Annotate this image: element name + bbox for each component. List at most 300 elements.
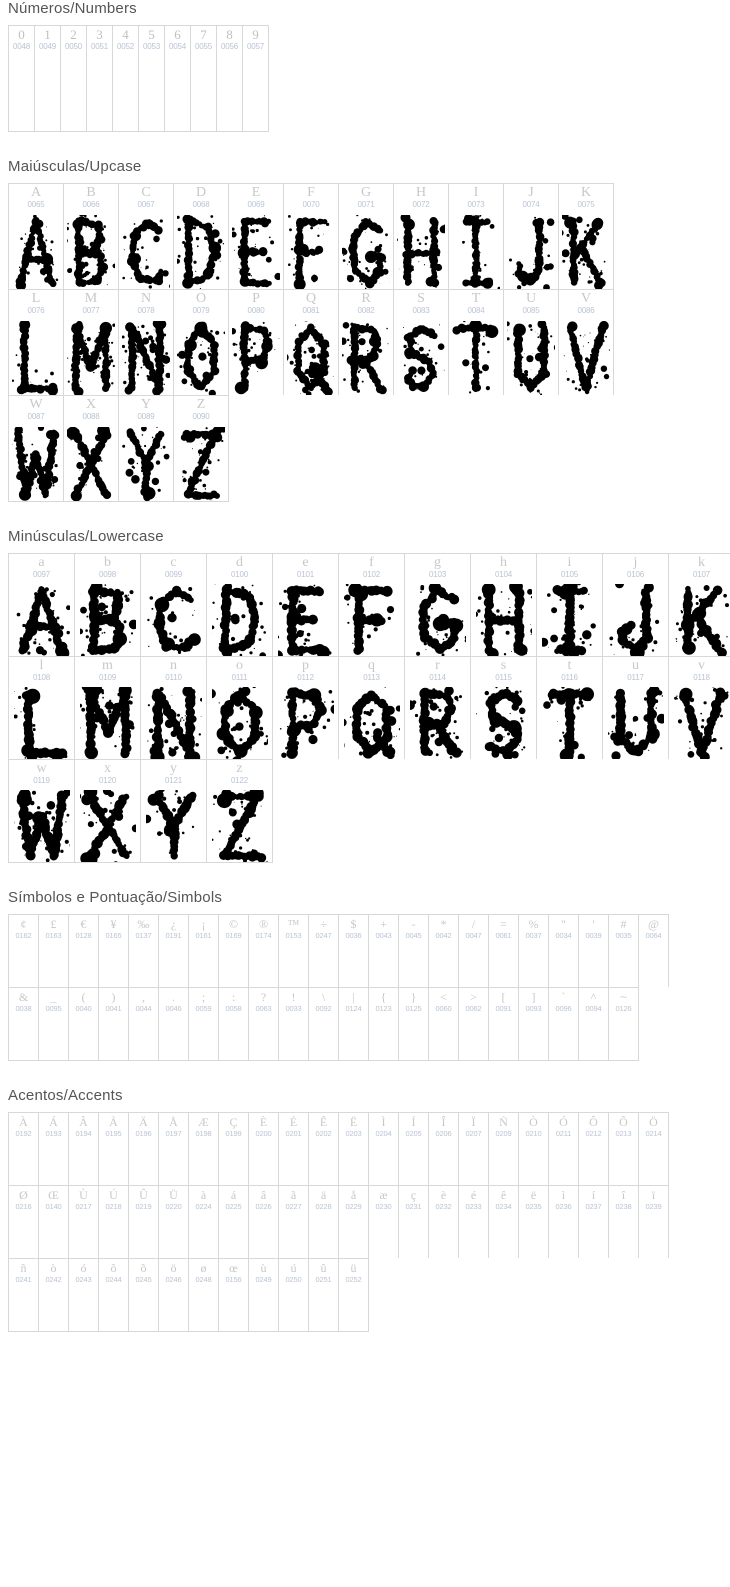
glyph-cell[interactable] [69, 1113, 99, 1185]
glyph-char: Û [139, 1188, 148, 1202]
glyph-header [249, 1259, 278, 1286]
glyph-char: - [411, 917, 416, 931]
glyph-char: Ú [109, 1188, 118, 1202]
glyph-cell[interactable] [129, 988, 159, 1060]
glyph-code: 0035 [615, 931, 632, 940]
glyph-header [449, 184, 503, 211]
glyph-cell[interactable] [9, 1186, 39, 1258]
glyph-cell[interactable] [489, 1186, 519, 1258]
glyph-artwork [519, 942, 548, 987]
glyph-cell[interactable] [119, 396, 174, 501]
glyph-cell[interactable] [309, 915, 339, 987]
glyph-char: $ [350, 917, 357, 931]
glyph-code: 0107 [693, 570, 710, 579]
glyph-artwork [165, 53, 190, 131]
glyph-cell[interactable] [489, 915, 519, 987]
glyph-cell[interactable] [99, 1113, 129, 1185]
glyph-cell[interactable] [489, 1113, 519, 1185]
glyph-code: 0224 [195, 1202, 212, 1211]
glyph-cell[interactable] [471, 657, 537, 759]
glyph-artwork [99, 1213, 128, 1258]
glyph-cell[interactable] [639, 1186, 669, 1258]
glyph-code: 0229 [345, 1202, 362, 1211]
glyph-header [639, 915, 668, 942]
glyph-row [8, 395, 229, 502]
glyph-header [159, 1113, 188, 1140]
glyph-artwork [549, 1140, 578, 1185]
glyph-cell[interactable] [9, 657, 75, 759]
glyph-cell[interactable] [579, 1186, 609, 1258]
glyph-cell[interactable] [579, 988, 609, 1060]
glyph-cell[interactable] [603, 554, 669, 656]
glyph-char: ~ [620, 990, 627, 1004]
glyph-code: 0098 [99, 570, 116, 579]
glyph-artwork [129, 942, 158, 987]
glyph-cell[interactable] [69, 988, 99, 1060]
glyph-cell[interactable] [159, 915, 189, 987]
glyph-artwork [405, 684, 470, 759]
glyph-code: 0048 [13, 42, 30, 51]
glyph-cell[interactable] [99, 988, 129, 1060]
glyph-cell[interactable] [579, 1113, 609, 1185]
glyph-cell[interactable] [9, 915, 39, 987]
glyph-cell[interactable] [429, 915, 459, 987]
glyph-artwork [609, 1140, 638, 1185]
glyph-char: ã [290, 1188, 297, 1202]
glyph-cell[interactable] [189, 988, 219, 1060]
glyph-cell[interactable] [129, 1186, 159, 1258]
glyph-artwork [459, 1140, 488, 1185]
glyph-code: 0087 [27, 412, 45, 421]
glyph-cell[interactable] [339, 184, 394, 289]
glyph-cell[interactable] [189, 1186, 219, 1258]
glyph-header [219, 1186, 248, 1213]
glyph-header [141, 760, 206, 787]
glyph-header [9, 760, 74, 787]
glyph-cell[interactable] [549, 915, 579, 987]
glyph-char: W [29, 397, 43, 412]
glyph-cell[interactable] [159, 1259, 189, 1331]
glyph-code: 0122 [231, 776, 248, 785]
glyph-code: 0068 [192, 200, 210, 209]
section-upper [0, 158, 730, 502]
glyph-code: 0043 [375, 931, 392, 940]
glyph-header [339, 1259, 368, 1286]
glyph-cell[interactable] [129, 1113, 159, 1185]
glyph-artwork [119, 211, 173, 289]
glyph-artwork [639, 1213, 668, 1258]
glyph-cell[interactable] [219, 1186, 249, 1258]
glyph-code: 0101 [297, 570, 314, 579]
glyph-artwork [219, 1286, 248, 1331]
glyph-artwork [579, 1140, 608, 1185]
glyph-code: 0174 [255, 931, 272, 940]
glyph-cell[interactable] [75, 554, 141, 656]
glyph-cell[interactable] [639, 1113, 669, 1185]
glyph-char: } [410, 990, 417, 1004]
glyph-cell[interactable] [449, 184, 504, 289]
glyph-code: 0235 [525, 1202, 542, 1211]
glyph-artwork [9, 423, 63, 501]
glyph-cell[interactable] [339, 554, 405, 656]
glyph-cell[interactable] [669, 657, 730, 759]
glyph-cell[interactable] [129, 1259, 159, 1331]
glyph-cell[interactable] [39, 1259, 69, 1331]
glyph-cell[interactable] [519, 1186, 549, 1258]
glyph-artwork [339, 942, 368, 987]
glyph-char: r [435, 658, 440, 673]
glyph-header [284, 184, 338, 211]
glyph-code: 0226 [255, 1202, 272, 1211]
glyph-char: Æ [198, 1115, 209, 1129]
glyph-cell[interactable] [219, 1259, 249, 1331]
glyph-cell[interactable] [9, 1259, 39, 1331]
glyph-char: 5 [148, 27, 155, 42]
glyph-code: 0128 [75, 931, 92, 940]
glyph-cell[interactable] [279, 1113, 309, 1185]
glyph-cell[interactable] [189, 1259, 219, 1331]
glyph-cell[interactable] [459, 915, 489, 987]
glyph-code: 0249 [255, 1275, 272, 1284]
glyph-cell[interactable] [39, 988, 69, 1060]
glyph-cell[interactable] [609, 1186, 639, 1258]
glyph-artwork [9, 787, 74, 862]
glyph-artwork [559, 317, 613, 395]
glyph-cell[interactable] [279, 1259, 309, 1331]
glyph-code: 0252 [345, 1275, 362, 1284]
glyph-cell[interactable] [549, 1113, 579, 1185]
glyph-cell[interactable] [9, 396, 64, 501]
glyph-cell[interactable] [309, 1186, 339, 1258]
glyph-cell[interactable] [489, 988, 519, 1060]
glyph-cell[interactable] [159, 1113, 189, 1185]
glyph-cell[interactable] [399, 1186, 429, 1258]
glyph-code: 0251 [315, 1275, 332, 1284]
glyph-cell[interactable] [504, 184, 559, 289]
glyph-char: " [561, 917, 566, 931]
glyph-header [549, 1113, 578, 1140]
glyph-cell[interactable] [9, 184, 64, 289]
glyph-char: 6 [174, 27, 181, 42]
glyph-cell[interactable] [64, 290, 119, 395]
glyph-code: 0241 [15, 1275, 32, 1284]
glyph-cell[interactable] [519, 915, 549, 987]
glyph-cell[interactable] [249, 988, 279, 1060]
glyph-header [369, 1113, 398, 1140]
glyph-code: 0038 [15, 1004, 32, 1013]
glyph-cell[interactable] [119, 290, 174, 395]
glyph-code: 0109 [99, 673, 116, 682]
glyph-code: 0201 [285, 1129, 302, 1138]
glyph-cell[interactable] [405, 657, 471, 759]
glyph-cell[interactable] [129, 915, 159, 987]
glyph-char: ¡ [201, 917, 206, 931]
glyph-cell[interactable] [219, 915, 249, 987]
glyph-cell[interactable] [113, 26, 139, 131]
glyph-cell[interactable] [207, 760, 273, 862]
glyph-cell[interactable] [249, 1113, 279, 1185]
glyph-artwork [159, 1213, 188, 1258]
glyph-cell[interactable] [459, 1113, 489, 1185]
glyph-cell[interactable] [217, 26, 243, 131]
glyph-cell[interactable] [559, 290, 614, 395]
glyph-cell[interactable] [191, 26, 217, 131]
glyph-cell[interactable] [339, 915, 369, 987]
glyph-char: æ [379, 1188, 388, 1202]
glyph-cell[interactable] [141, 554, 207, 656]
glyph-char: A [30, 185, 42, 200]
glyph-cell[interactable] [174, 396, 229, 501]
glyph-cell[interactable] [459, 988, 489, 1060]
glyph-header [399, 915, 428, 942]
glyph-header [113, 26, 138, 53]
glyph-cell[interactable] [69, 1186, 99, 1258]
glyph-cell[interactable] [273, 554, 339, 656]
glyph-artwork [9, 317, 63, 395]
glyph-cell[interactable] [9, 988, 39, 1060]
glyph-char: N [140, 291, 152, 306]
glyph-char: ü [350, 1261, 357, 1275]
glyph-char: à [200, 1188, 207, 1202]
glyph-char: L [31, 291, 41, 306]
glyph-cell[interactable] [75, 657, 141, 759]
glyph-artwork [249, 1213, 278, 1258]
glyph-cell[interactable] [273, 657, 339, 759]
glyph-code: 0236 [555, 1202, 572, 1211]
glyph-cell[interactable] [279, 988, 309, 1060]
glyph-artwork [339, 684, 404, 759]
glyph-cell[interactable] [64, 396, 119, 501]
glyph-cell[interactable] [519, 1113, 549, 1185]
glyph-cell[interactable] [369, 1186, 399, 1258]
glyph-cell[interactable] [309, 1113, 339, 1185]
glyph-char: Ö [649, 1115, 658, 1129]
glyph-artwork [69, 1286, 98, 1331]
glyph-cell[interactable] [99, 915, 129, 987]
glyph-char: ë [530, 1188, 537, 1202]
glyph-cell[interactable] [9, 760, 75, 862]
glyph-header [369, 988, 398, 1015]
glyph-cell[interactable] [339, 1259, 369, 1331]
glyph-cell[interactable] [174, 184, 229, 289]
glyph-cell[interactable] [9, 554, 75, 656]
glyph-cell[interactable] [39, 1186, 69, 1258]
glyph-cell[interactable] [69, 915, 99, 987]
glyph-cell[interactable] [219, 988, 249, 1060]
glyph-cell[interactable] [189, 1113, 219, 1185]
glyph-artwork [189, 1286, 218, 1331]
glyph-cell[interactable] [249, 1186, 279, 1258]
glyph-cell[interactable] [519, 988, 549, 1060]
glyph-artwork [99, 942, 128, 987]
glyph-cell[interactable] [339, 657, 405, 759]
glyph-code: 0052 [117, 42, 134, 51]
glyph-cell[interactable] [141, 657, 207, 759]
glyph-cell[interactable] [429, 1186, 459, 1258]
glyph-char: j [633, 555, 638, 570]
glyph-cell[interactable] [99, 1186, 129, 1258]
glyph-cell[interactable] [87, 26, 113, 131]
glyph-code: 0064 [645, 931, 662, 940]
glyph-artwork [309, 1286, 338, 1331]
glyph-cell[interactable] [249, 915, 279, 987]
glyph-cell[interactable] [369, 1113, 399, 1185]
glyph-char: ì [561, 1188, 566, 1202]
glyph-code: 0103 [429, 570, 446, 579]
glyph-cell[interactable] [284, 290, 339, 395]
glyph-row [8, 553, 730, 656]
glyph-header [369, 915, 398, 942]
glyph-char: h [500, 555, 507, 570]
glyph-cell[interactable] [39, 1113, 69, 1185]
glyph-cell[interactable] [405, 554, 471, 656]
glyph-code: 0095 [45, 1004, 62, 1013]
glyph-cell[interactable] [39, 915, 69, 987]
glyph-code: 0092 [315, 1004, 332, 1013]
glyph-cell[interactable] [609, 1113, 639, 1185]
glyph-cell[interactable] [139, 26, 165, 131]
glyph-cell[interactable] [471, 554, 537, 656]
glyph-cell[interactable] [609, 915, 639, 987]
glyph-header [309, 988, 338, 1015]
glyph-code: 0121 [165, 776, 182, 785]
glyph-char: Â [79, 1115, 88, 1129]
glyph-code: 0097 [33, 570, 50, 579]
glyph-cell[interactable] [459, 1186, 489, 1258]
glyph-cell[interactable] [141, 760, 207, 862]
glyph-artwork [579, 1015, 608, 1060]
glyph-cell[interactable] [219, 1113, 249, 1185]
glyph-cell[interactable] [75, 760, 141, 862]
glyph-cell[interactable] [394, 184, 449, 289]
glyph-cell[interactable] [64, 184, 119, 289]
glyph-header [191, 26, 216, 53]
glyph-cell[interactable] [579, 915, 609, 987]
glyph-cell[interactable] [504, 290, 559, 395]
glyph-char: Ó [559, 1115, 568, 1129]
glyph-code: 0100 [231, 570, 248, 579]
glyph-header [579, 1186, 608, 1213]
glyph-artwork [429, 1213, 458, 1258]
glyph-cell[interactable] [165, 26, 191, 131]
glyph-cell[interactable] [603, 657, 669, 759]
glyph-artwork [64, 211, 118, 289]
glyph-char: 4 [122, 27, 129, 42]
glyph-cell[interactable] [243, 26, 269, 131]
glyph-cell[interactable] [159, 988, 189, 1060]
glyph-code: 0040 [75, 1004, 92, 1013]
glyph-cell[interactable] [339, 290, 394, 395]
glyph-char: \ [321, 990, 326, 1004]
glyph-artwork [489, 1015, 518, 1060]
glyph-cell[interactable] [99, 1259, 129, 1331]
glyph-cell[interactable] [279, 1186, 309, 1258]
glyph-artwork [219, 1140, 248, 1185]
glyph-artwork [39, 1015, 68, 1060]
glyph-cell[interactable] [174, 290, 229, 395]
glyph-cell[interactable] [309, 1259, 339, 1331]
glyph-artwork [339, 1140, 368, 1185]
glyph-char: c [170, 555, 177, 570]
glyph-char: Ò [529, 1115, 538, 1129]
glyph-header [129, 1186, 158, 1213]
glyph-cell[interactable] [309, 988, 339, 1060]
glyph-cell[interactable] [229, 290, 284, 395]
glyph-cell[interactable] [537, 657, 603, 759]
glyph-cell[interactable] [9, 1113, 39, 1185]
glyph-cell[interactable] [549, 988, 579, 1060]
glyph-char: Z [196, 397, 206, 412]
glyph-cell[interactable] [669, 554, 730, 656]
glyph-cell[interactable] [189, 915, 219, 987]
glyph-cell[interactable] [279, 915, 309, 987]
glyph-cell[interactable] [609, 988, 639, 1060]
glyph-cell[interactable] [429, 1113, 459, 1185]
glyph-cell[interactable] [639, 915, 669, 987]
glyph-cell[interactable] [559, 184, 614, 289]
glyph-char: x [104, 761, 111, 776]
glyph-cell[interactable] [549, 1186, 579, 1258]
glyph-cell[interactable] [339, 1186, 369, 1258]
glyph-code: 0169 [225, 931, 242, 940]
glyph-cell[interactable] [9, 290, 64, 395]
glyph-cell[interactable] [69, 1259, 99, 1331]
glyph-header [537, 554, 602, 581]
glyph-cell[interactable] [35, 26, 61, 131]
glyph-header [669, 554, 730, 581]
glyph-cell[interactable] [9, 26, 35, 131]
glyph-cell[interactable] [369, 915, 399, 987]
glyph-cell[interactable] [537, 554, 603, 656]
glyph-header [75, 760, 140, 787]
glyph-header [129, 1113, 158, 1140]
glyph-row [8, 759, 273, 863]
glyph-cell[interactable] [159, 1186, 189, 1258]
glyph-cell[interactable] [399, 988, 429, 1060]
glyph-header [549, 1186, 578, 1213]
glyph-char: ¢ [20, 917, 27, 931]
glyph-cell[interactable] [249, 1259, 279, 1331]
glyph-code: 0046 [165, 1004, 182, 1013]
glyph-cell[interactable] [399, 915, 429, 987]
glyph-code: 0061 [495, 931, 512, 940]
glyph-cell[interactable] [399, 1113, 429, 1185]
glyph-cell[interactable] [339, 1113, 369, 1185]
glyph-cell[interactable] [207, 554, 273, 656]
glyph-char: g [434, 555, 441, 570]
glyph-cell[interactable] [429, 988, 459, 1060]
glyph-row [8, 987, 639, 1061]
glyph-code: 0197 [165, 1129, 182, 1138]
glyph-artwork [489, 942, 518, 987]
glyph-cell[interactable] [369, 988, 399, 1060]
glyph-header [459, 915, 488, 942]
glyph-char: | [352, 990, 355, 1004]
glyph-artwork [39, 1286, 68, 1331]
glyph-cell[interactable] [284, 184, 339, 289]
glyph-cell[interactable] [61, 26, 87, 131]
glyph-cell[interactable] [339, 988, 369, 1060]
glyph-code: 0203 [345, 1129, 362, 1138]
glyph-cell[interactable] [119, 184, 174, 289]
glyph-cell[interactable] [394, 290, 449, 395]
glyph-code: 0067 [137, 200, 155, 209]
glyph-cell[interactable] [449, 290, 504, 395]
glyph-code: 0220 [165, 1202, 182, 1211]
glyph-cell[interactable] [207, 657, 273, 759]
glyph-cell[interactable] [229, 184, 284, 289]
glyph-header [284, 290, 338, 317]
